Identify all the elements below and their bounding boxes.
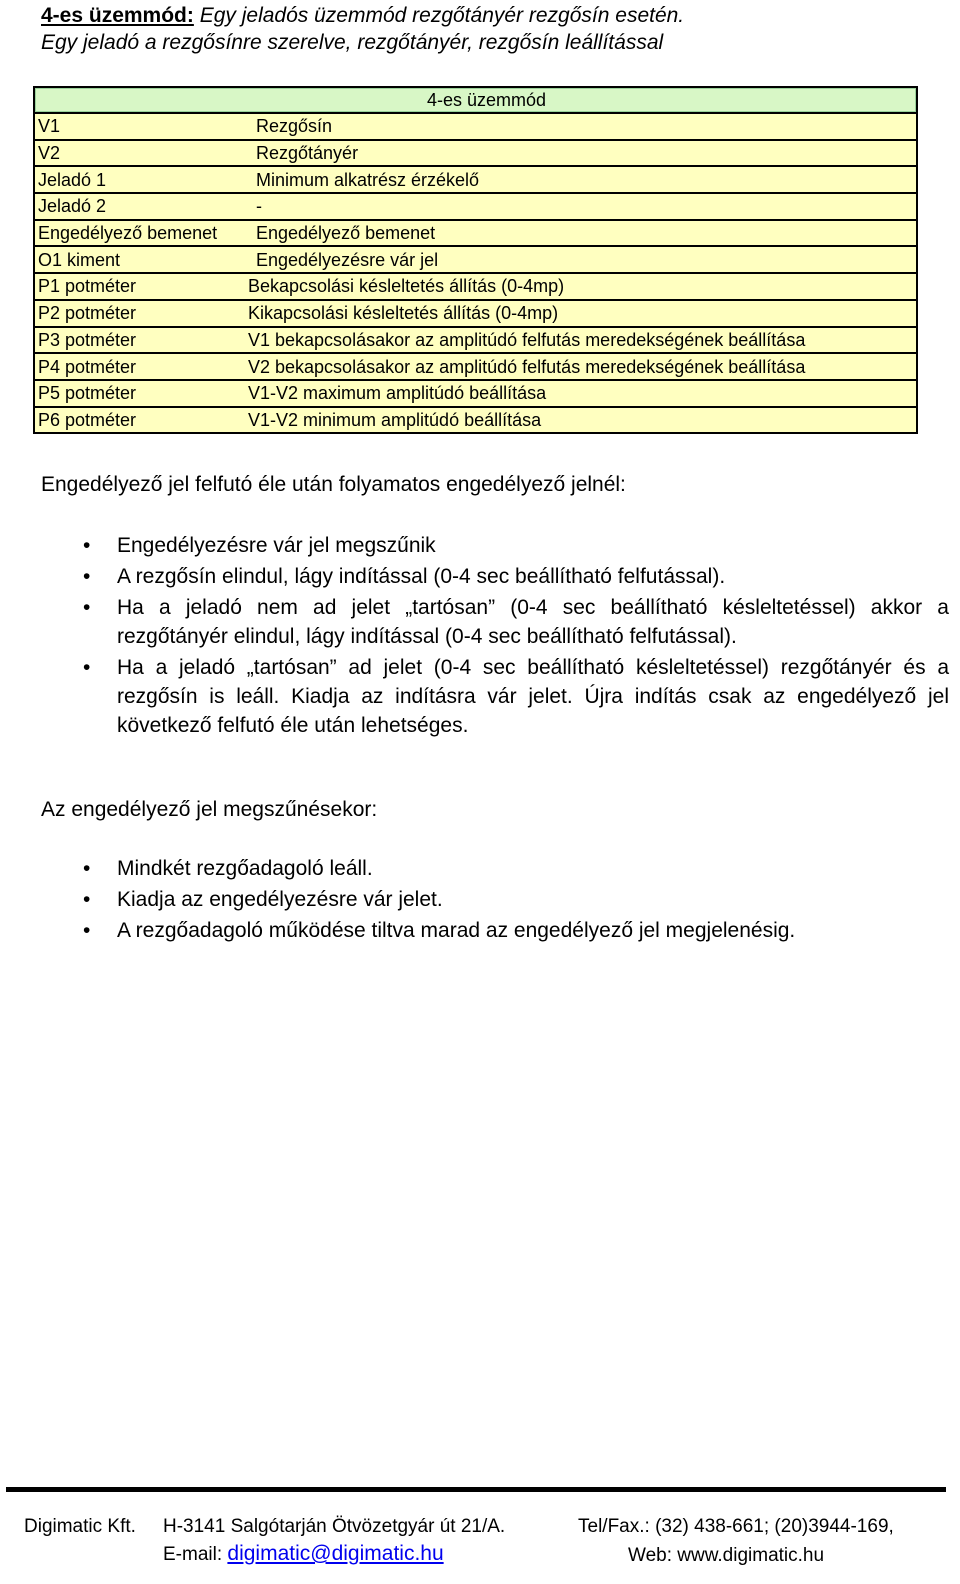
row-value: Engedélyezésre vár jel xyxy=(248,246,917,273)
footer-phone: Tel/Fax.: (32) 438-661; (20)3944-169, xyxy=(578,1516,894,1537)
row-key: P1 potméter xyxy=(34,273,248,300)
list-item: • Kiadja az engedélyezésre vár jelet. xyxy=(83,885,949,914)
footer-company: Digimatic Kft. xyxy=(24,1516,136,1537)
row-key: O1 kiment xyxy=(34,246,248,273)
heading-line-1 xyxy=(41,2,684,29)
table-row xyxy=(34,353,917,380)
table-row xyxy=(34,140,917,167)
row-value: V1-V2 maximum amplitúdó beállítása xyxy=(248,380,917,407)
table-row xyxy=(34,220,917,247)
section-1-title: Engedélyező jel felfutó éle után folyamatos engedélyező jelnél: xyxy=(41,473,626,496)
row-value: - xyxy=(248,193,917,220)
mode-table xyxy=(33,86,918,434)
table-row xyxy=(34,273,917,300)
row-key: Engedélyező bemenet xyxy=(34,220,248,247)
row-value: Minimum alkatrész érzékelő xyxy=(248,166,917,193)
footer-email-label: E-mail: xyxy=(163,1544,223,1565)
row-key: V1 xyxy=(34,113,248,140)
section-2-bullets xyxy=(83,854,949,947)
row-value: V2 bekapcsolásakor az amplitúdó felfutás meredekségének beállítása xyxy=(248,353,917,380)
table-row xyxy=(34,193,917,220)
footer-email-line xyxy=(163,1543,444,1566)
row-key: P3 potméter xyxy=(34,327,248,354)
row-value: V1-V2 minimum amplitúdó beállítása xyxy=(248,407,917,434)
list-item: • Engedélyezésre vár jel megszűnik xyxy=(83,531,949,560)
footer-address: H-3141 Salgótarján Ötvözetgyár út 21/A. xyxy=(163,1516,506,1537)
list-item: • Ha a jeladó „tartósan” ad jelet (0-4 sec beállítható késleltetéssel) rezgőtányér és a rezgősín is leáll. Kiadja az indításra vár jelet. Újra indítás csak az engedélyező jel következő felfutó éle után lehetséges. xyxy=(83,653,949,740)
row-value: Bekapcsolási késleltetés állítás (0-4mp) xyxy=(248,273,917,300)
footer-email-link[interactable]: digimatic@digimatic.hu xyxy=(227,1542,444,1565)
table-row xyxy=(34,407,917,434)
row-key: P2 potméter xyxy=(34,300,248,327)
row-key: P5 potméter xyxy=(34,380,248,407)
table-row xyxy=(34,300,917,327)
table-row xyxy=(34,113,917,140)
list-item: • Mindkét rezgőadagoló leáll. xyxy=(83,854,949,883)
footer-divider xyxy=(6,1487,946,1492)
row-key: Jeladó 2 xyxy=(34,193,248,220)
mode-label: 4-es üzemmód: xyxy=(41,4,194,27)
row-key: Jeladó 1 xyxy=(34,166,248,193)
table-row xyxy=(34,166,917,193)
row-value: Kikapcsolási késleltetés állítás (0-4mp) xyxy=(248,300,917,327)
row-value: Engedélyező bemenet xyxy=(248,220,917,247)
table-row xyxy=(34,246,917,273)
list-item: • Ha a jeladó nem ad jelet „tartósan” (0-4 sec beállítható késleltetéssel) akkor a rezgőtányér elindul, lágy indítással (0-4 sec beállítható felfutással). xyxy=(83,593,949,651)
mode-description: Egy jeladós üzemmód rezgőtányér rezgősín esetén. xyxy=(193,4,685,27)
row-key: P4 potméter xyxy=(34,353,248,380)
table-header: 4-es üzemmód xyxy=(34,87,917,113)
section-2-title: Az engedélyező jel megszűnésekor: xyxy=(41,798,378,821)
table-body xyxy=(34,113,917,433)
row-key: P6 potméter xyxy=(34,407,248,434)
footer-web[interactable]: Web: www.digimatic.hu xyxy=(628,1545,825,1566)
row-value: Rezgőtányér xyxy=(248,140,917,167)
table-row xyxy=(34,327,917,354)
row-value: Rezgősín xyxy=(248,113,917,140)
section-1-bullets xyxy=(83,531,949,742)
list-item: • A rezgősín elindul, lágy indítással (0-4 sec beállítható felfutással). xyxy=(83,562,949,591)
row-value: V1 bekapcsolásakor az amplitúdó felfutás meredekségének beállítása xyxy=(248,327,917,354)
table-header-row xyxy=(34,87,917,113)
row-key: V2 xyxy=(34,140,248,167)
heading-line-2: Egy jeladó a rezgősínre szerelve, rezgőtányér, rezgősín leállítással xyxy=(41,31,664,54)
table-row xyxy=(34,380,917,407)
document-heading xyxy=(41,2,684,56)
list-item: • A rezgőadagoló működése tiltva marad az engedélyező jel megjelenésig. xyxy=(83,916,949,945)
